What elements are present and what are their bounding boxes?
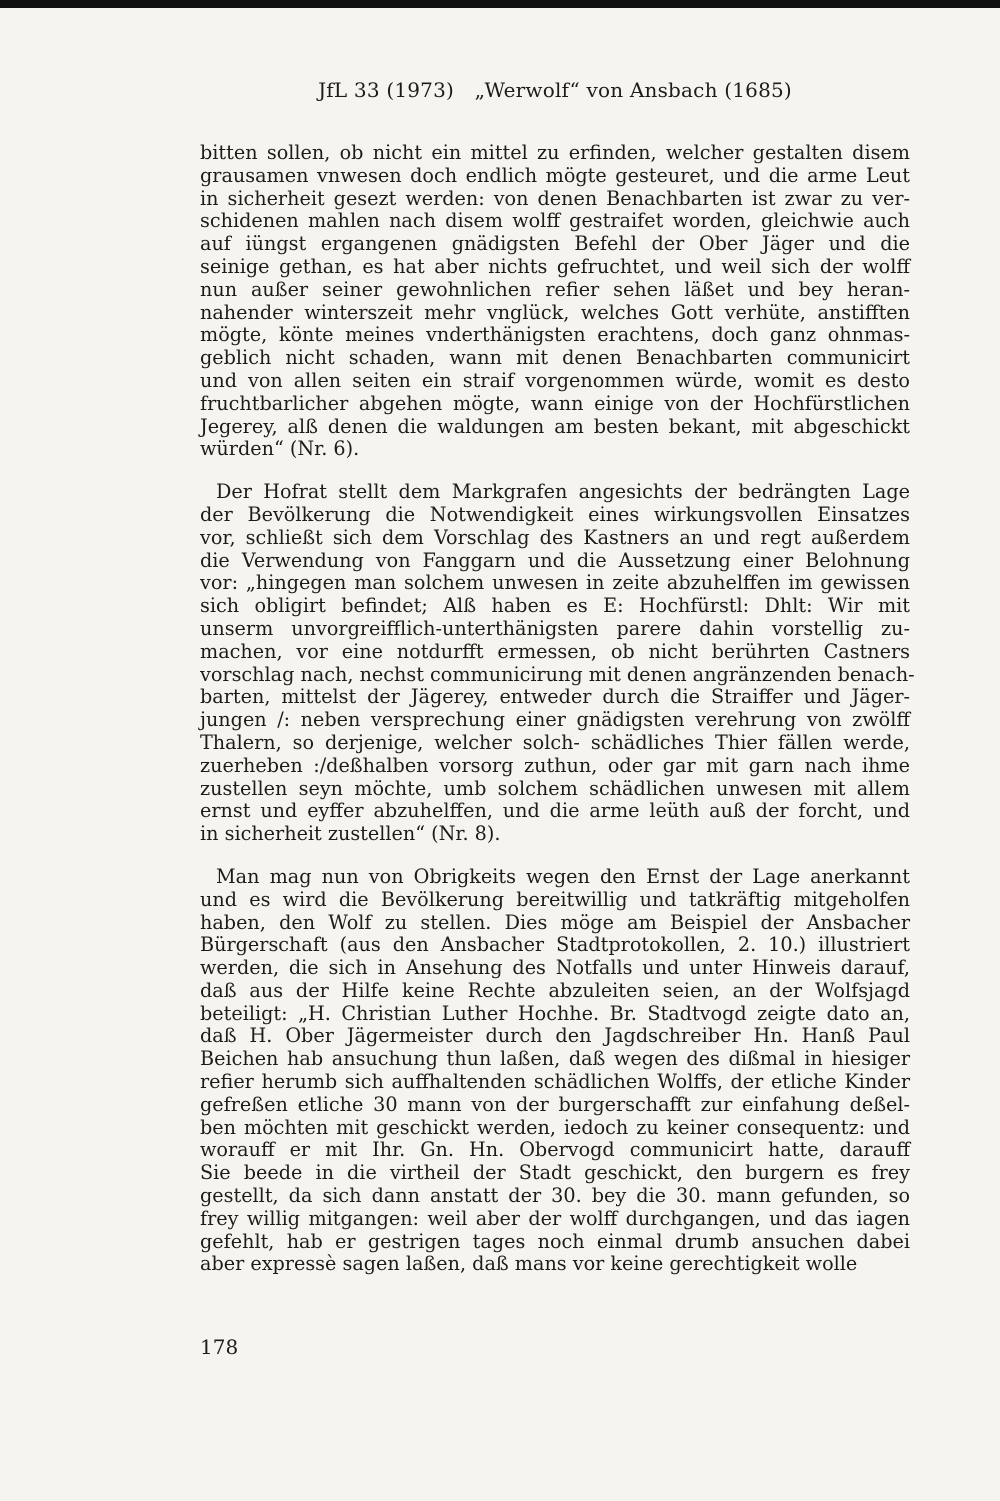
running-head xyxy=(200,78,910,102)
text-line: frey willig mitgangen: weil aber der wolff durchgangen, und das iagen xyxy=(200,1206,910,1230)
text-line: Man mag nun von Obrigkeits wegen den Ernst der Lage anerkannt xyxy=(216,864,910,888)
text-line: in sicherheit zustellen“ (Nr. 8). xyxy=(200,822,501,846)
text-line: jungen /: neben versprechung einer gnädigsten verehrung von zwölff xyxy=(200,708,910,732)
text-line: worauff er mit Ihr. Gn. Hn. Obervogd communicirt hatte, darauff xyxy=(200,1138,910,1162)
paragraph-gap xyxy=(200,461,910,481)
paragraph xyxy=(200,480,915,846)
text-line: grausamen vnwesen doch endlich mögte gesteuret, und die arme Leut xyxy=(200,163,910,187)
text-line: auf iüngst ergangenen gnädigsten Befehl der Ober Jäger und die xyxy=(200,232,910,256)
paragraph xyxy=(200,866,910,1276)
text-line: mögte, könte meines vnderthänigsten erachtens, doch ganz ohnmas- xyxy=(200,323,910,347)
text-line: Jegerey, alß denen die waldungen am besten bekant, mit abgeschickt xyxy=(200,414,910,438)
text-line: geblich nicht schaden, wann mit denen Benachbarten communicirt xyxy=(200,346,910,370)
text-line: schidenen mahlen nach disem wolff gestraifet worden, gleichwie auch xyxy=(200,209,910,233)
text-line: fruchtbarlicher abgehen mögte, wann einige von der Hochfürstlichen xyxy=(200,391,910,415)
text-line: Beichen hab ansuchung thun laßen, daß wegen des dißmal in hiesiger xyxy=(200,1047,910,1071)
text-line: daß H. Ober Jägermeister durch den Jagdschreiber Hn. Hanß Paul xyxy=(200,1024,910,1048)
text-line: refier herumb sich auffhaltenden schädlichen Wolffs, der etliche Kinder xyxy=(200,1070,910,1094)
text-line: daß aus der Hilfe keine Rechte abzuleiten seien, an der Wolfsjagd xyxy=(200,978,910,1002)
paragraph xyxy=(200,142,910,461)
text-line: bitten sollen, ob nicht ein mittel zu erfinden, welcher gestalten disem xyxy=(200,141,910,164)
text-line: und es wird die Bevölkerung bereitwillig und tatkräftig mitgeholfen xyxy=(200,887,910,911)
text-line: vor, schließt sich dem Vorschlag des Kastners an und regt außerdem xyxy=(200,525,910,549)
text-line: beteiligt: „H. Christian Luther Hochhe. Br. Stadtvogd zeigte dato an, xyxy=(200,1001,910,1025)
text-line: und von allen seiten ein straif vorgenommen würde, womit es desto xyxy=(200,368,910,392)
text-line: in sicherheit gesezt werden: von denen Benachbarten ist zwar zu ver- xyxy=(200,186,910,210)
text-line: machen, vor eine notdurfft ermessen, ob nicht berührten Castners xyxy=(200,639,910,663)
text-line: die Verwendung von Fanggarn und die Aussetzung einer Belohnung xyxy=(200,548,910,572)
text-line: zustellen seyn möchte, umb solchem schädlichen unwesen mit allem xyxy=(200,776,910,800)
text-line: Der Hofrat stellt dem Markgrafen angesichts der bedrängten Lage xyxy=(216,480,910,504)
text-line: aber expressè sagen laßen, daß mans vor keine gerechtigkeit wolle xyxy=(200,1252,858,1276)
text-line: gestellt, da sich dann anstatt der 30. bey die 30. mann gefunden, so xyxy=(200,1184,910,1208)
text-line: barten, mittelst der Jägerey, entweder durch die Straiffer und Jäger- xyxy=(200,685,910,709)
text-line: seinige gethan, es hat aber nichts gefruchtet, und weil sich der wolff xyxy=(200,254,910,278)
text-line: vor: „hingegen man solchem unwesen in zeite abzuhelffen im gewissen xyxy=(200,571,910,595)
text-line: vorschlag nach, nechst communicirung mit denen angränzenden benach- xyxy=(200,662,915,686)
text-line: sich obligirt befindet; Alß haben es E: Hochfürstl: Dhlt: Wir mit xyxy=(200,594,910,618)
journal-reference: JfL 33 (1973) xyxy=(318,78,455,102)
top-edge-rule xyxy=(0,0,1000,8)
text-line: unserm unvorgreifflich-unterthänigsten parere dahin vorstellig zu- xyxy=(200,616,910,640)
text-line: Sie beede in die virtheil der Stadt geschickt, den burgern es frey xyxy=(200,1161,910,1185)
text-line: werden, die sich in Ansehung des Notfalls und unter Hinweis darauf, xyxy=(200,956,910,980)
text-line: würden“ (Nr. 6). xyxy=(200,437,360,461)
text-line: gefreßen etliche 30 mann von der burgerschafft zur einfahung deßel- xyxy=(200,1092,910,1116)
article-title: „Werwolf“ von Ansbach (1685) xyxy=(474,78,792,102)
page-number: 178 xyxy=(200,1335,239,1359)
text-line: der Bevölkerung die Notwendigkeit eines wirkungsvollen Einsatzes xyxy=(200,502,910,526)
text-line: nahender winterszeit mehr vnglück, welches Gott verhüte, anstifften xyxy=(200,300,910,324)
paragraph-gap xyxy=(200,846,910,866)
text-line: ben möchten mit geschickt werden, iedoch zu keiner consequentz: und xyxy=(200,1115,910,1139)
page-body xyxy=(200,141,915,1276)
text-line: Thalern, so derjenige, welcher solch- schädliches Thier fällen werde, xyxy=(200,730,910,754)
text-line: ernst und eyffer abzuhelffen, und die arme leüth auß der forcht, und xyxy=(200,799,910,823)
text-line: gefehlt, hab er gestrigen tages noch einmal drumb ansuchen dabei xyxy=(200,1229,910,1253)
text-line: haben, den Wolf zu stellen. Dies möge am Beispiel der Ansbacher xyxy=(200,910,910,934)
text-line: nun außer seiner gewohnlichen refier sehen läßet und bey heran- xyxy=(200,277,910,301)
text-line: zuerheben :/deßhalben vorsorg zuthun, oder gar mit garn nach ihme xyxy=(200,753,910,777)
text-line: Bürgerschaft (aus den Ansbacher Stadtprotokollen, 2. 10.) illustriert xyxy=(200,933,910,957)
